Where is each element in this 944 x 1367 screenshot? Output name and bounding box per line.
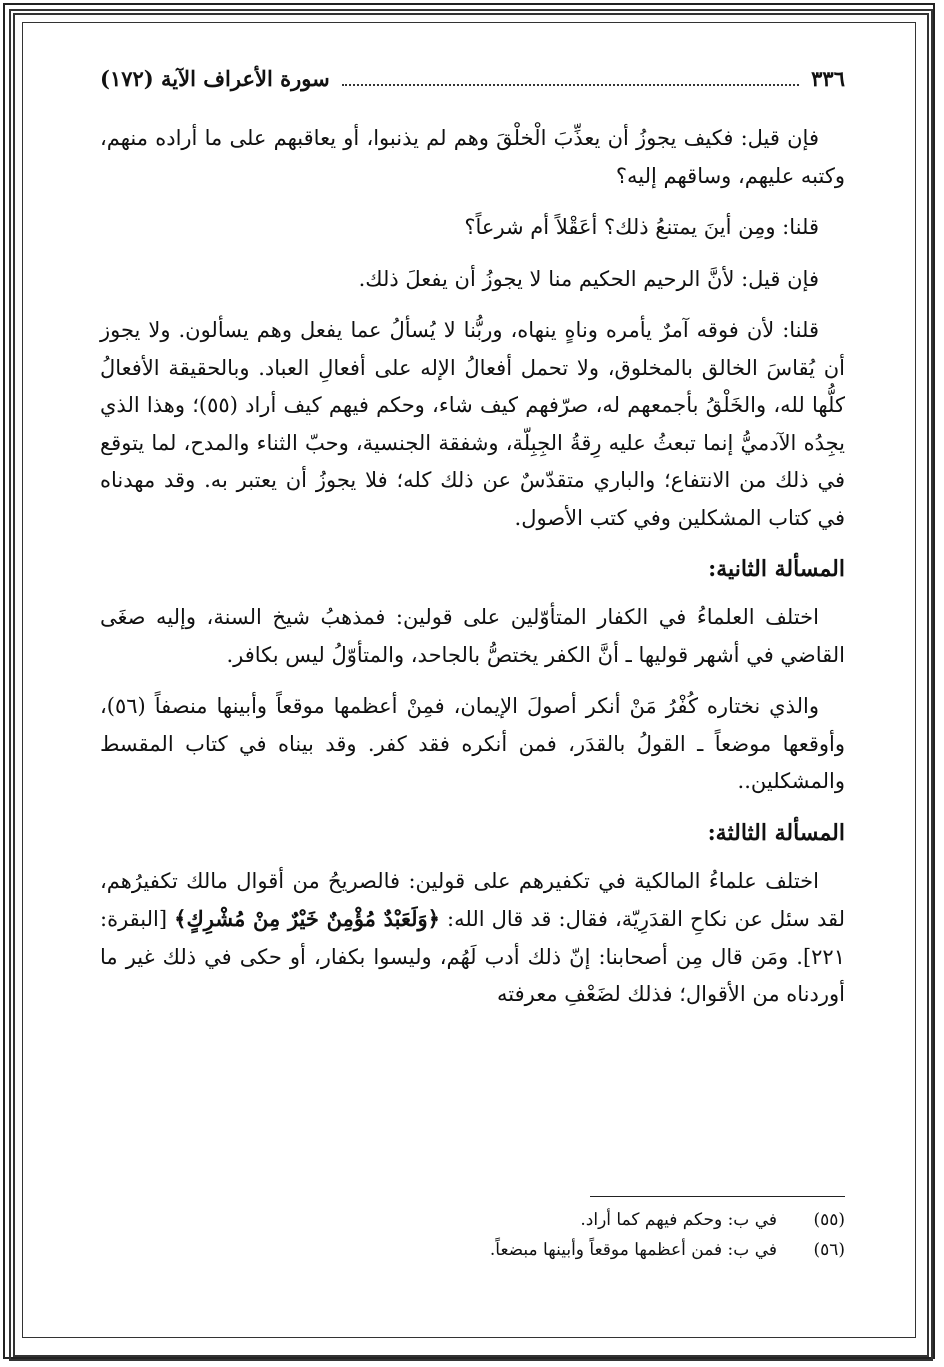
- footnote-number: (٥٦): [813, 1240, 845, 1260]
- footnote-number: (٥٥): [813, 1210, 845, 1230]
- paragraph-4: قلنا: لأن فوقه آمرٌ يأمره وناهٍ ينهاه، وربُّنا لا يُسألُ عما يفعل وهم يسألون. ولا يجوز أن يُقاسَ الخالق بالمخلوق، ولا تحمل أفعالُ الإله على أفعالِ العباد. وبالحقيقة الأفعالُ كلُّها لله، والخَلْقُ بأجمعهم له، صرّفهم كيف شاء، وحكم فيهم كيف أراد (٥٥)؛ وهذا الذي يجِدُه الآدميُّ إنما تبعثُ عليه رِقةُ الجِبِلّة، وشفقة الجنسية، وحبّ الثناء والمدح، لما يتوقع في ذلك من الانتفاع؛ والباري متقدّسٌ عن ذلك كله؛ فلا يجوزُ أن يعتبر به. وقد مهدناه في كتاب المشكلين وفي كتب الأصول.: [100, 318, 845, 530]
- page-number: ٣٣٦: [811, 66, 845, 91]
- paragraph-7-end: [البقرة: ٢٢١]. ومَن قال مِن أصحابنا: إنّ ذلك أدب لَهُم، وليسوا بكفار، أو حكى في ذلك غير ما أوردناه من الأقوال؛ فذلك لضَعْفِ معرفته: [100, 907, 845, 1006]
- running-header: [100, 66, 845, 110]
- footnote-55: [100, 1205, 845, 1235]
- paragraph-5: اختلف العلماءُ في الكفار المتأوّلين على قولين: فمذهبُ شيخ السنة، وإليه صغَى القاضي في أشهر قوليها ـ أنَّ الكفر يختصُّ بالجاحد، والمتأوّلُ ليس بكافر.: [100, 605, 845, 667]
- paragraph-3: فإن قيل: لأنَّ الرحيم الحكيم منا لا يجوزُ أن يفعلَ ذلك.: [358, 266, 819, 291]
- page-content: [100, 66, 845, 1014]
- footnote-text: في ب: وحكم فيهم كما أراد.: [580, 1210, 777, 1230]
- paragraph-2: قلنا: ومِن أينَ يمتنعُ ذلك؟ أعَقْلاً أم شرعاً؟: [464, 215, 819, 239]
- heading-third-issue: المسألة الثالثة:: [707, 819, 845, 846]
- header-leader-dots: [342, 84, 799, 86]
- paragraph-6: والذي نختاره كُفْرُ مَنْ أنكر أصولَ الإيمان، فمِنْ أعظمها موقعاً وأبينها منصفاً (٥٦)، وأوقعها موضعاً ـ القولُ بالقدَر، فمن أنكره فقد كفر. وقد بيناه في كتاب المقسط والمشكلين..: [100, 694, 845, 793]
- paragraph-7-start: اختلف علماءُ المالكية في تكفيرهم على قولين: فالصريحُ من أقوال مالك تكفيرُهم، لقد سئل عن نكاحِ القدَرِيّة، فقال: قد قال الله:: [100, 868, 845, 931]
- chapter-title: سورة الأعراف الآية (١٧٢): [100, 66, 330, 91]
- footnote-text: في ب: فمن أعظمها موقعاً وأبينها مبضعاً.: [489, 1240, 777, 1260]
- paragraph-1: فإن قيل: فكيف يجوزُ أن يعذِّبَ الْخلْقَ وهم لم يذنبوا، أو يعاقبهم على ما أراده منهم، وكتبه عليهم، وساقهم إليه؟: [100, 126, 845, 188]
- heading-second-issue: المسألة الثانية:: [708, 556, 845, 582]
- footnote-separator: [590, 1196, 845, 1197]
- footnote-56: [100, 1235, 845, 1265]
- quran-verse: ﴿وَلَعَبْدٌ مُؤْمِنٌ خَيْرٌ مِنْ مُشْرِكٍ﴾: [174, 906, 440, 931]
- footnotes: [100, 1205, 845, 1265]
- paragraph-7: [100, 863, 845, 1014]
